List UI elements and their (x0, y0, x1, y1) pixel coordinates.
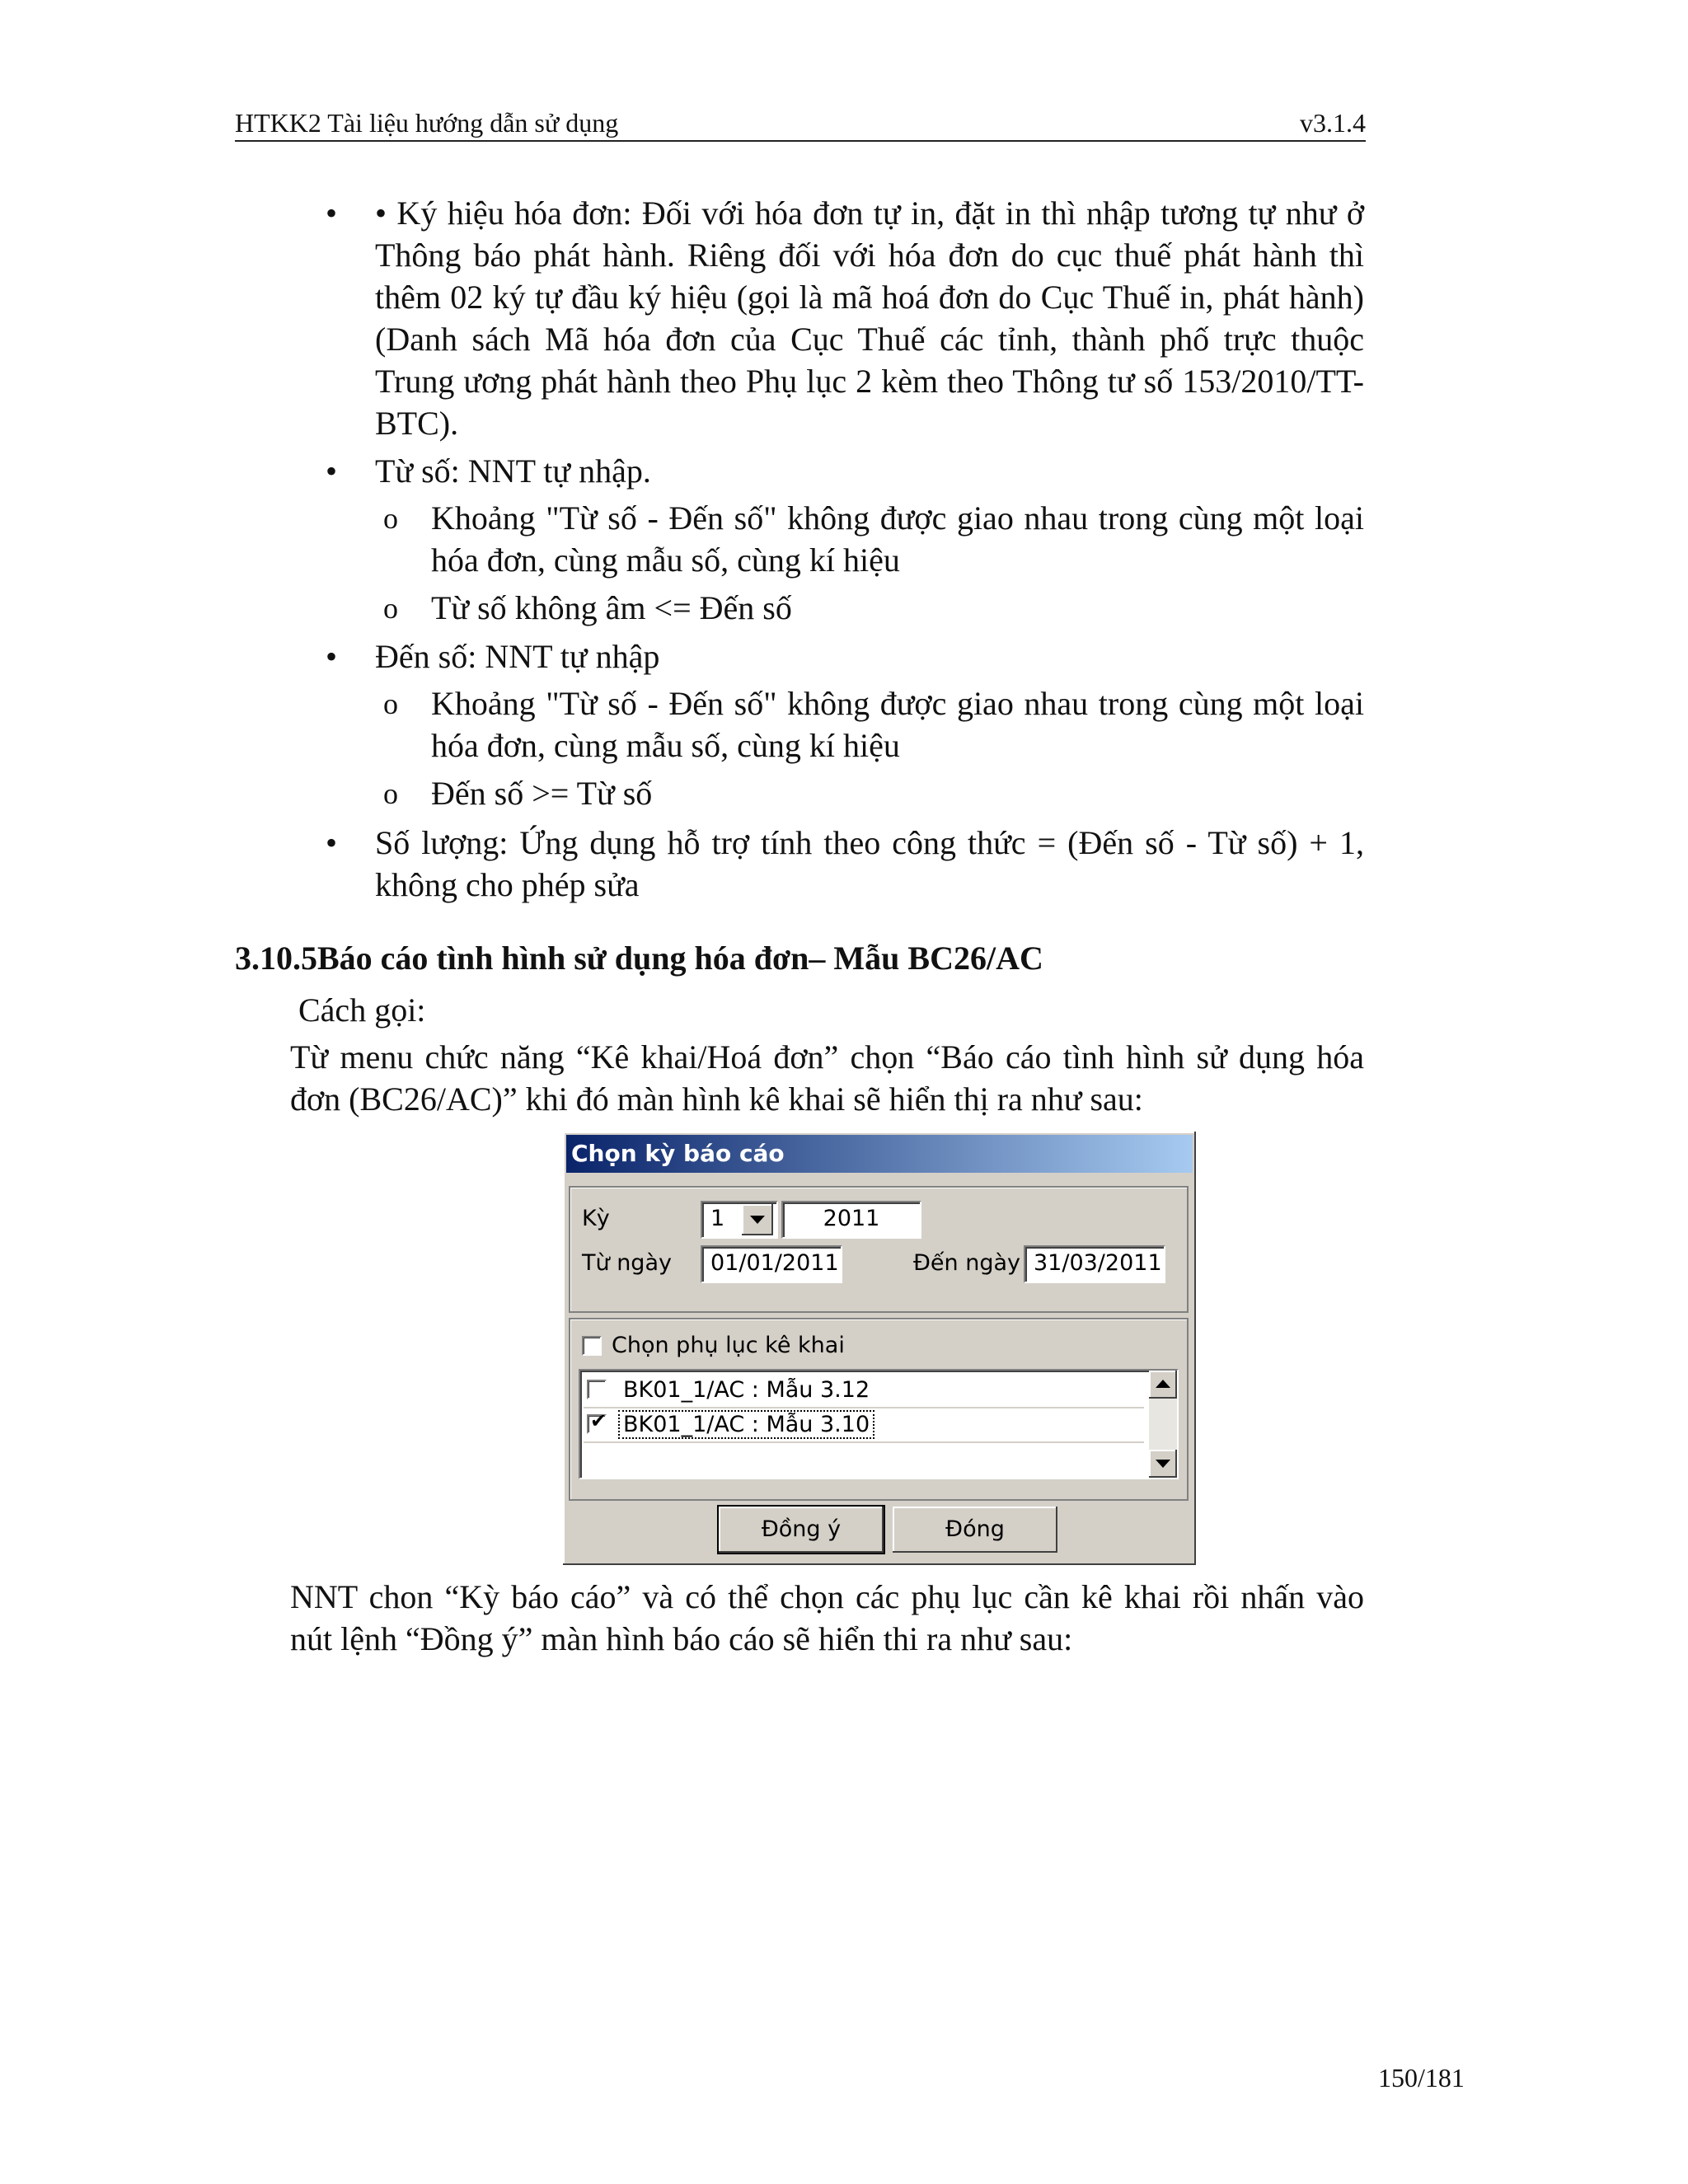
sub-bullet-text-line-2: hóa đơn, cùng mẫu số, cùng kí hiệu (431, 541, 900, 579)
bullet-den-so: Đến số: NNT tự nhập (375, 638, 660, 675)
tu-ngay-input[interactable]: 01/01/2011 (701, 1245, 842, 1283)
section-heading: 3.10.5Báo cáo tình hình sử dụng hóa đơn– Mẫu BC26/AC (235, 940, 1043, 977)
bullet-so-luong: Số lượng: Ứng dụng hỗ trợ tính theo công thức = (Đến số - Từ số) + 1, (375, 824, 1364, 861)
list-item-checkbox[interactable] (587, 1409, 607, 1434)
chevron-up-icon (1156, 1380, 1170, 1388)
intro-text: Từ menu chức năng “Kê khai/Hoá đơn” chọn “Báo cáo tình hình sử dụng hóa (290, 1038, 1364, 1076)
chon-phu-luc-checkbox[interactable] (582, 1336, 602, 1356)
page-header (235, 105, 1366, 142)
chon-ky-bao-cao-dialog (563, 1132, 1196, 1565)
bullet-dot: • (326, 638, 338, 675)
dong-y-button[interactable]: Đồng ý (719, 1507, 884, 1553)
intro-text-line-2: đơn (BC26/AC)” khi đó màn hình kê khai sẽ hiển thị ra như sau: (290, 1080, 1143, 1118)
list-item[interactable] (584, 1408, 1144, 1443)
vertical-scrollbar[interactable] (1149, 1371, 1177, 1478)
sub-bullet-o: o (383, 777, 398, 810)
sub-bullet-o: o (383, 502, 398, 535)
list-item[interactable] (584, 1374, 1144, 1408)
tu-ngay-label: Từ ngày (582, 1250, 672, 1276)
period-group (569, 1186, 1189, 1313)
scroll-down-button[interactable] (1149, 1450, 1177, 1478)
bullet-dot: • (326, 194, 338, 232)
ky-select[interactable] (701, 1201, 778, 1239)
list-item-label: BK01_1/AC : Mẫu 3.10 (618, 1410, 874, 1439)
bullet-text-line-2: Thông báo phát hành. Riêng đối với hóa đơn do cục thuế phát hành thì (375, 237, 1364, 274)
dialog-title-bar: Chọn kỳ báo cáo (566, 1135, 1193, 1173)
bullet-text-line-5: Trung ương phát hành theo Phụ lục 2 kèm theo Thông tư số 153/2010/TT- (375, 363, 1364, 400)
bullet-so-luong-line-2: không cho phép sửa (375, 866, 640, 903)
document-title: HTKK2 Tài liệu hướng dẫn sử dụng (235, 108, 619, 138)
chevron-down-icon (750, 1216, 765, 1224)
scroll-up-button[interactable] (1149, 1371, 1177, 1399)
year-input[interactable]: 2011 (781, 1201, 921, 1239)
document-version: v3.1.4 (1300, 108, 1366, 138)
sub-bullet-o: o (383, 592, 398, 625)
line: • Ký hiệu hóa đơn: Đối với hóa đơn tự in, đặt in thì nhập tương tự như ở (375, 194, 1364, 232)
bullet-text-line-6: BTC). (375, 405, 459, 442)
ky-label: Kỳ (582, 1206, 610, 1231)
bullet-text-line-4: (Danh sách Mã hóa đơn của Cục Thuế các tỉnh, thành phố trực thuộc (375, 321, 1364, 358)
dong-button[interactable]: Đóng (893, 1507, 1057, 1553)
appendix-listbox[interactable] (579, 1369, 1179, 1479)
sub-bullet-text: Từ số không âm <= Đến số (431, 589, 792, 626)
bullet-tu-so: Từ số: NNT tự nhập. (375, 452, 651, 490)
list-item-label: BK01_1/AC : Mẫu 3.12 (623, 1377, 870, 1403)
checkmark-icon: ✔ (590, 1409, 607, 1432)
sub-bullet-text: Đến số >= Từ số (431, 775, 653, 812)
bullet-text-line-3: thêm 02 ký tự đầu ký hiệu (gọi là mã hoá đơn do Cục Thuế in, phát hành) (375, 279, 1364, 316)
ky-dropdown-button[interactable] (742, 1204, 773, 1235)
bullet-dot: • (326, 824, 338, 861)
sub-bullet-text: Khoảng "Từ số - Đến số" không được giao nhau trong cùng một loại (431, 499, 1364, 537)
bullet-dot: • (326, 452, 338, 490)
chon-phu-luc-label: Chọn phụ lục kê khai (612, 1333, 845, 1358)
appendix-group (569, 1318, 1189, 1501)
den-ngay-label: Đến ngày (913, 1250, 1021, 1276)
page-number: 150/181 (1378, 2063, 1465, 2093)
sub-bullet-text-line-2: hóa đơn, cùng mẫu số, cùng kí hiệu (431, 727, 900, 764)
after-dialog-text-line-2: nút lệnh “Đồng ý” màn hình báo cáo sẽ hiển thi ra như sau: (290, 1620, 1073, 1657)
sub-bullet-o: o (383, 687, 398, 720)
list-item-checkbox[interactable] (587, 1380, 607, 1399)
after-dialog-text: NNT chon “Kỳ báo cáo” và có thể chọn các phụ lục cần kê khai rồi nhấn vào (290, 1578, 1364, 1615)
cach-goi-label: Cách gọi: (298, 991, 426, 1029)
ky-select-value: 1 (710, 1206, 725, 1231)
den-ngay-input[interactable]: 31/03/2011 (1024, 1245, 1165, 1283)
chevron-down-icon (1156, 1460, 1170, 1468)
sub-bullet-text: Khoảng "Từ số - Đến số" không được giao nhau trong cùng một loại (431, 685, 1364, 722)
bullet-text (375, 192, 1364, 234)
